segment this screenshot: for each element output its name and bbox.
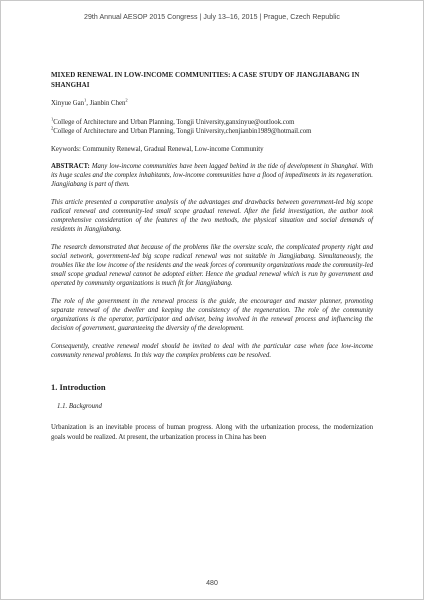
author-affiliation-marker: 2 <box>125 97 128 103</box>
body-paragraph: Urbanization is an inevitable process of human progress. Along with the urbanization process, the modernization goals would be realized. At present, the urbanization process in China has been <box>51 424 373 441</box>
section-heading: 1. Introduction <box>51 382 106 392</box>
abstract-text: Many low-income communities have been lagged behind in the tide of development in Shanghai. With its huge scales and the complex inhabitants, low-income communities have a flood of impediments in its regeneration. Jiangjiabang is part of them. <box>51 163 373 188</box>
keywords: Keywords: Community Renewal, Gradual Renewal, Low-income Community <box>51 146 264 153</box>
author-separator: , <box>86 100 90 107</box>
abstract-paragraph: This article presented a comparative analysis of the advantages and drawbacks between government-led big scope radical renewal and community-led small scope gradual renewal. After the field investigation, the author took comprehensive consideration of the features of the two methods, the physical situation and social demands of residents in Jiangjiabang. <box>51 199 373 233</box>
abstract-paragraph <box>51 162 373 189</box>
author-line <box>51 99 373 108</box>
affiliation-text: College of Architecture and Urban Planning, Tongji University,chenjianbin1989@hotmail.com <box>53 128 312 135</box>
subsection-heading: 1.1. Background <box>57 403 102 410</box>
author-name: Jianbin Chen <box>89 100 126 107</box>
abstract-label-suffix: : <box>87 163 92 170</box>
abstract-paragraph: The role of the government in the renewal process is the guide, the encourager and master planner, promoting separate renewal of the dweller and keeping the consistency of the regeneration. The role of the community organizations is the operator, participator and adviser, being involved in the renewal process and influencing the decision of government, guaranteeing the diversity of the development. <box>51 298 373 332</box>
affiliation-marker: 2 <box>51 125 54 131</box>
abstract-paragraph: The research demonstrated that because of the problems like the oversize scale, the complicated property right and social network, government-led big scope radical renewal was not suitable in Jiangjiabang. Simultaneously, the troubles like the low income of the residents and the weak forces of community organizations made the community-led small scope gradual renewal cannot be adopted either. Hence the gradual renewal which is run by government and operated by community organizations is much fit for Jiangjiabang. <box>51 244 373 287</box>
paper-content <box>51 70 373 443</box>
abstract-paragraph: Consequently, creative renewal model should be invited to deal with the particular case when face low-income community renewal problems. In this way the complex problems can be resolved. <box>51 343 373 359</box>
abstract-label: ABSTRACT <box>51 163 88 170</box>
paper-title: MIXED RENEWAL IN LOW-INCOME COMMUNITIES: A CASE STUDY OF JIANGJIABANG IN SHANGHAI <box>51 71 360 89</box>
page-number: 480 <box>206 580 218 587</box>
affiliation-marker: 1 <box>51 116 54 122</box>
running-header: 29th Annual AESOP 2015 Congress | July 13–16, 2015 | Prague, Czech Republic <box>84 14 340 21</box>
author-name: Xinyue Gan <box>51 100 85 107</box>
author-affiliation-marker: 1 <box>84 97 87 103</box>
affiliation <box>51 118 373 127</box>
affiliation <box>51 127 373 136</box>
affiliation-text: College of Architecture and Urban Planning, Tongji University,ganxinyue@outlook.com <box>53 119 295 126</box>
